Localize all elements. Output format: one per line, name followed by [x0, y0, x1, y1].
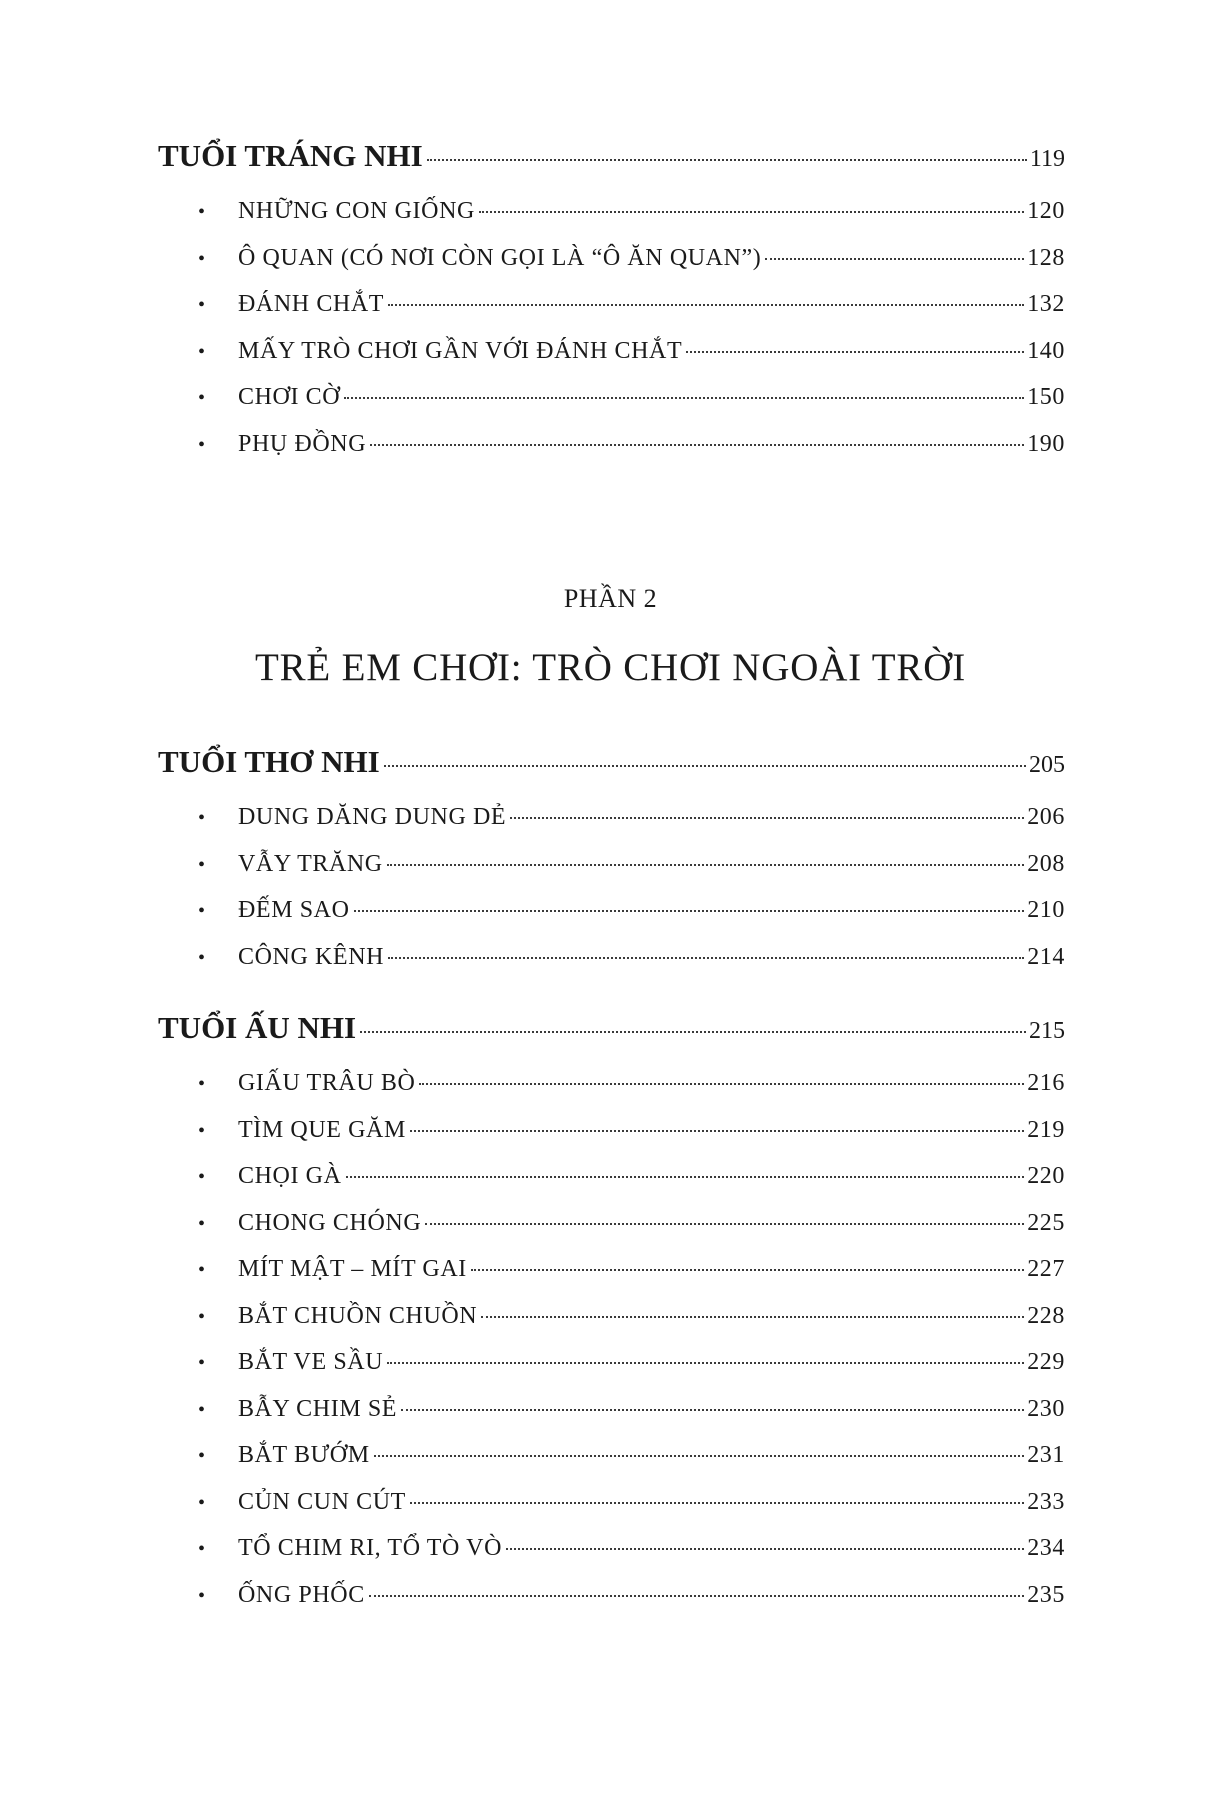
toc-item-title: ĐÁNH CHẮT [238, 291, 385, 317]
toc-page-number: 233 [1027, 1488, 1065, 1515]
toc-item-title: CHỌI GÀ [238, 1163, 342, 1189]
bullet-icon: • [198, 1584, 206, 1607]
bullet-icon: • [198, 853, 206, 876]
dot-leader [370, 444, 1024, 446]
bullet-icon: • [198, 1538, 206, 1560]
toc-page-number: 227 [1027, 1256, 1065, 1282]
bullet-icon: • [198, 1491, 206, 1514]
part-label: PHẦN 2 [563, 584, 658, 613]
toc-page-number: 206 [1027, 804, 1065, 830]
toc-item-row[interactable] [158, 384, 1065, 431]
toc-item-row[interactable] [158, 1349, 1065, 1396]
toc-page-number: 235 [1027, 1581, 1065, 1608]
bullet-icon: • [198, 1119, 206, 1142]
toc-item-row[interactable] [158, 1070, 1065, 1117]
bullet-icon: • [198, 1305, 206, 1328]
toc-page-number: 231 [1027, 1442, 1065, 1468]
toc-section-row[interactable] [158, 138, 1065, 198]
toc-item-row[interactable] [158, 897, 1065, 944]
dot-leader [384, 765, 1026, 767]
toc-item-row[interactable] [158, 291, 1065, 338]
toc-block-trang-nhi [158, 138, 1065, 477]
toc-item-row[interactable] [158, 1210, 1065, 1257]
dot-leader [765, 258, 1024, 260]
dot-leader [387, 864, 1024, 866]
toc-page-number: 140 [1027, 337, 1065, 364]
dot-leader [410, 1502, 1024, 1504]
toc-item-title: BẪY CHIM SẺ [238, 1395, 398, 1422]
bullet-icon: • [198, 1166, 206, 1188]
toc-section-title: TUỔI ẤU NHI [158, 1010, 357, 1045]
dot-leader [506, 1548, 1024, 1550]
bullet-icon: • [198, 387, 206, 409]
toc-page-number: 205 [1029, 752, 1065, 778]
toc-page-number: 132 [1027, 291, 1065, 317]
toc-item-row[interactable] [158, 1535, 1065, 1582]
toc-item-row[interactable] [158, 338, 1065, 385]
toc-page-number: 128 [1027, 244, 1065, 271]
dot-leader [410, 1130, 1024, 1132]
dot-leader [354, 910, 1025, 912]
toc-item-row[interactable] [158, 804, 1065, 851]
toc-page-number: 234 [1027, 1535, 1065, 1561]
toc-item-row[interactable] [158, 1303, 1065, 1350]
toc-item-row[interactable] [158, 1163, 1065, 1210]
toc-block-au-nhi [158, 1010, 1065, 1628]
dot-leader [360, 1031, 1026, 1033]
toc-page-number: 216 [1027, 1070, 1065, 1096]
toc-item-title: BẮT VE SẦU [238, 1349, 384, 1375]
dot-leader [419, 1083, 1024, 1085]
bullet-icon: • [198, 1352, 206, 1374]
toc-page-number: 150 [1027, 384, 1065, 410]
bullet-icon: • [198, 946, 206, 969]
toc-item-title: BẮT BƯỚM [238, 1442, 370, 1468]
toc-page-number: 220 [1027, 1163, 1065, 1189]
toc-page-number: 228 [1027, 1302, 1065, 1329]
toc-page-number: 210 [1027, 897, 1065, 923]
toc-item-title: CHƠI CỜ [238, 384, 341, 410]
dot-leader [369, 1595, 1024, 1597]
toc-page-number: 215 [1029, 1018, 1065, 1044]
toc-section-title: TUỔI THƠ NHI [158, 744, 380, 779]
toc-section-row[interactable] [158, 1010, 1065, 1070]
dot-leader [686, 351, 1024, 353]
bullet-icon: • [198, 900, 206, 922]
toc-item-title: PHỤ ĐỒNG [238, 430, 367, 457]
toc-item-title: CÔNG KÊNH [238, 943, 385, 970]
dot-leader [471, 1269, 1024, 1271]
toc-item-title: Ô QUAN (CÓ NƠI CÒN GỌI LÀ “Ô ĂN QUAN”) [238, 244, 762, 271]
toc-item-title: ỐNG PHỐC [238, 1581, 365, 1608]
toc-item-row[interactable] [158, 944, 1065, 991]
dot-leader [388, 957, 1024, 959]
dot-leader [401, 1409, 1024, 1411]
bullet-icon: • [198, 201, 206, 223]
toc-page-number: 190 [1027, 430, 1065, 457]
dot-leader [388, 304, 1024, 306]
toc-item-title: CỦN CUN CÚT [238, 1488, 406, 1515]
toc-section-row[interactable] [158, 744, 1065, 804]
bullet-icon: • [198, 1445, 206, 1467]
toc-item-row[interactable] [158, 851, 1065, 898]
toc-page-number: 230 [1027, 1395, 1065, 1422]
bullet-icon: • [198, 1398, 206, 1421]
toc-item-title: TỔ CHIM RI, TỔ TÒ VÒ [238, 1535, 503, 1561]
toc-item-title: GIẤU TRÂU BÒ [238, 1070, 416, 1096]
dot-leader [510, 817, 1024, 819]
bullet-icon: • [198, 1212, 206, 1235]
toc-item-row[interactable] [158, 245, 1065, 292]
dot-leader [387, 1362, 1024, 1364]
dot-leader [479, 211, 1024, 213]
toc-page-number: 120 [1027, 198, 1065, 224]
bullet-icon: • [198, 433, 206, 456]
bullet-icon: • [198, 294, 206, 316]
toc-page-number: 229 [1027, 1349, 1065, 1375]
dot-leader [425, 1223, 1024, 1225]
dot-leader [481, 1316, 1024, 1318]
toc-item-title: MÍT MẬT – MÍT GAI [238, 1256, 467, 1282]
bullet-icon: • [198, 1073, 206, 1095]
toc-item-title: MẤY TRÒ CHƠI GẦN VỚI ĐÁNH CHẮT [238, 337, 683, 364]
dot-leader [427, 159, 1027, 161]
toc-page-number: 119 [1029, 146, 1065, 172]
bullet-icon: • [198, 807, 206, 829]
toc-item-row[interactable] [158, 431, 1065, 478]
toc-page-number: 225 [1027, 1209, 1065, 1236]
dot-leader [346, 1176, 1025, 1178]
toc-page-number: 219 [1027, 1116, 1065, 1143]
toc-item-row[interactable] [158, 198, 1065, 245]
toc-section-title: TUỔI TRÁNG NHI [158, 138, 423, 173]
toc-item-title: NHỮNG CON GIỐNG [238, 198, 475, 224]
part-title: TRẺ EM CHƠI: TRÒ CHƠI NGOÀI TRỜI [255, 646, 966, 689]
toc-page-number: 208 [1027, 850, 1065, 877]
toc-item-row[interactable] [158, 1396, 1065, 1443]
bullet-icon: • [198, 247, 206, 270]
toc-item-row[interactable] [158, 1117, 1065, 1164]
dot-leader [344, 397, 1024, 399]
bullet-icon: • [198, 340, 206, 363]
toc-item-title: ĐẾM SAO [238, 897, 350, 923]
dot-leader [374, 1455, 1025, 1457]
toc-block-tho-nhi [158, 744, 1065, 990]
toc-item-row[interactable] [158, 1256, 1065, 1303]
toc-item-title: VẪY TRĂNG [238, 850, 383, 877]
bullet-icon: • [198, 1259, 206, 1281]
toc-page-number: 214 [1027, 943, 1065, 970]
toc-item-title: TÌM QUE GĂM [238, 1116, 406, 1143]
toc-item-title: CHONG CHÓNG [238, 1209, 422, 1236]
toc-item-title: DUNG DĂNG DUNG DẺ [238, 804, 507, 830]
toc-item-row[interactable] [158, 1582, 1065, 1629]
toc-item-title: BẮT CHUỒN CHUỒN [238, 1302, 478, 1329]
toc-item-row[interactable] [158, 1442, 1065, 1489]
toc-item-row[interactable] [158, 1489, 1065, 1536]
